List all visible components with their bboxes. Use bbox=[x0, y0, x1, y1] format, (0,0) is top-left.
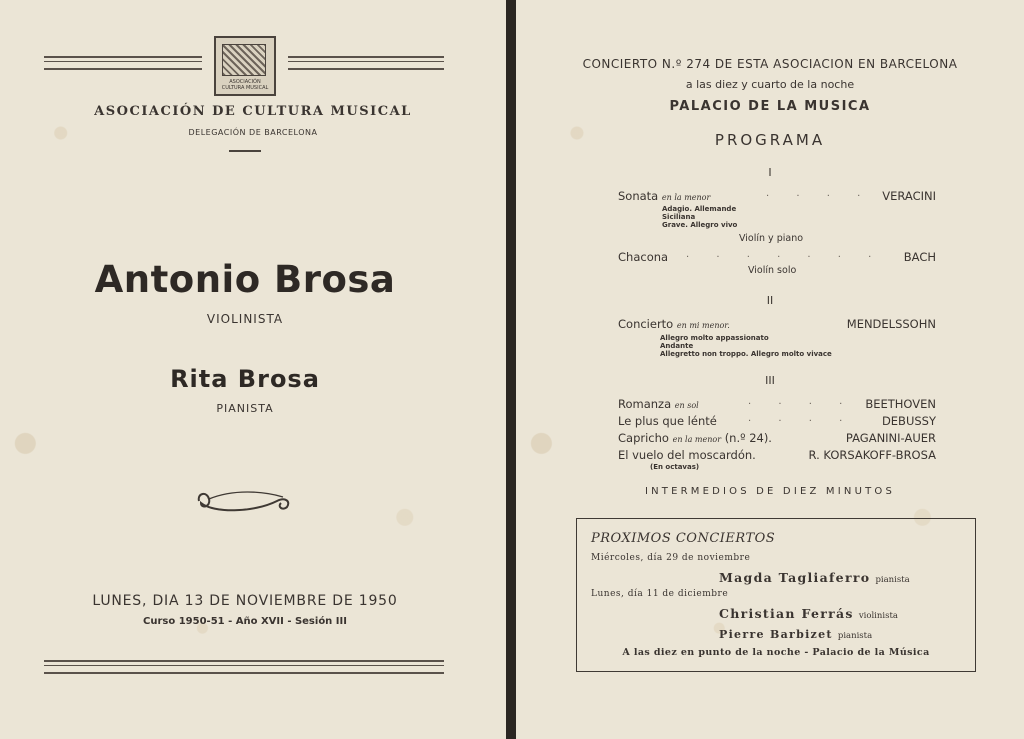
work-chacona: Chacona bbox=[618, 250, 669, 264]
concert-number: CONCIERTO N.º 274 DE ESTA ASOCIACION EN BARCELONA bbox=[582, 57, 958, 71]
top-right-rule bbox=[288, 56, 444, 70]
upcoming-title: PROXIMOS CONCIERTOS bbox=[591, 531, 776, 546]
movement: Grave. Allegro vivo bbox=[662, 221, 738, 229]
movement: Andante bbox=[660, 342, 694, 350]
work-note: (En octavas) bbox=[650, 463, 700, 471]
upcoming-concerts-box bbox=[576, 518, 976, 672]
dot-leader: . . . . . . . bbox=[686, 249, 884, 260]
composer-mendelssohn: MENDELSSOHN bbox=[846, 317, 936, 331]
flourish-ornament bbox=[193, 487, 293, 517]
performer-1-name: Antonio Brosa bbox=[94, 258, 396, 301]
program-heading: PROGRAMA bbox=[714, 131, 826, 149]
performer-2-name: Rita Brosa bbox=[170, 365, 320, 393]
dot-leader: . . . . bbox=[766, 188, 873, 199]
movement: Allegretto non troppo. Allegro molto vivace bbox=[660, 350, 832, 358]
program-cover-page bbox=[0, 0, 506, 739]
performer-1-role: VIOLINISTA bbox=[206, 312, 284, 326]
composer-korsakoff-brosa: R. KORSAKOFF-BROSA bbox=[808, 448, 936, 462]
intermission-note: INTERMEDIOS DE DIEZ MINUTOS bbox=[644, 486, 896, 497]
performer-2-role: PIANISTA bbox=[216, 402, 274, 415]
association-name: ASOCIACIÓN DE CULTURA MUSICAL bbox=[94, 104, 412, 119]
work-key: en sol bbox=[674, 401, 699, 410]
course-info: Curso 1950-51 - Año XVII - Sesión III bbox=[143, 616, 347, 627]
upcoming-artist-2: Christian Ferrás violinista bbox=[719, 606, 898, 621]
divider bbox=[229, 150, 261, 152]
upcoming-artist-1: Magda Tagliaferro pianista bbox=[719, 570, 910, 585]
work-capricho bbox=[618, 431, 772, 445]
work-key: en la menor bbox=[661, 193, 711, 202]
part-3-label: III bbox=[765, 374, 775, 387]
work-concierto bbox=[618, 317, 730, 331]
concert-time: a las diez y cuarto de la noche bbox=[685, 78, 855, 91]
upcoming-footer: A las diez en punto de la noche - Palacio de la Música bbox=[622, 647, 930, 658]
composer-beethoven: BEETHOVEN bbox=[865, 397, 936, 411]
dot-leader: . . . . bbox=[748, 396, 855, 407]
work-key: en la menor bbox=[672, 435, 722, 444]
work-key: en mi menor. bbox=[676, 321, 730, 330]
work-title: Sonata bbox=[618, 189, 659, 203]
work-title: Concierto bbox=[618, 317, 674, 331]
work-sonata bbox=[618, 189, 710, 203]
program-page bbox=[516, 0, 1024, 739]
composer-veracini: VERACINI bbox=[882, 189, 936, 203]
upcoming-date-2: Lunes, día 11 de diciembre bbox=[591, 589, 729, 599]
movement: Allegro molto appassionato bbox=[660, 334, 769, 342]
dot-leader: . . . . bbox=[748, 413, 855, 424]
composer-debussy: DEBUSSY bbox=[881, 414, 936, 428]
bottom-rule bbox=[44, 660, 444, 674]
work-plus-que-lente: Le plus que lénté bbox=[618, 414, 717, 428]
work-title: Capricho bbox=[618, 431, 669, 445]
concert-date: LUNES, DIA 13 DE NOVIEMBRE DE 1950 bbox=[92, 593, 398, 609]
upcoming-date-1: Miércoles, día 29 de noviembre bbox=[591, 553, 751, 563]
delegation-name: DELEGACIÓN DE BARCELONA bbox=[188, 128, 318, 137]
part-1-label: I bbox=[768, 166, 772, 179]
association-logo bbox=[214, 36, 276, 96]
logo-caption: ASOCIACIÓN CULTURA MUSICAL bbox=[221, 79, 269, 91]
movement: Adagio. Allemande bbox=[662, 205, 737, 213]
work-number: (n.º 24). bbox=[724, 431, 772, 445]
work-title: Romanza bbox=[618, 397, 672, 411]
composer-paganini-auer: PAGANINI-AUER bbox=[845, 431, 936, 445]
top-left-rule bbox=[44, 56, 202, 70]
instrumentation: Violín y piano bbox=[739, 233, 804, 244]
work-vuelo: El vuelo del moscardón. bbox=[618, 448, 756, 462]
venue: PALACIO DE LA MUSICA bbox=[669, 99, 871, 114]
work-romanza bbox=[618, 397, 699, 411]
upcoming-artist-3: Pierre Barbizet pianista bbox=[719, 628, 873, 641]
instrumentation: Violín solo bbox=[748, 265, 797, 276]
composer-bach: BACH bbox=[903, 250, 936, 264]
part-2-label: II bbox=[766, 294, 774, 307]
movement: Siciliana bbox=[662, 213, 696, 221]
